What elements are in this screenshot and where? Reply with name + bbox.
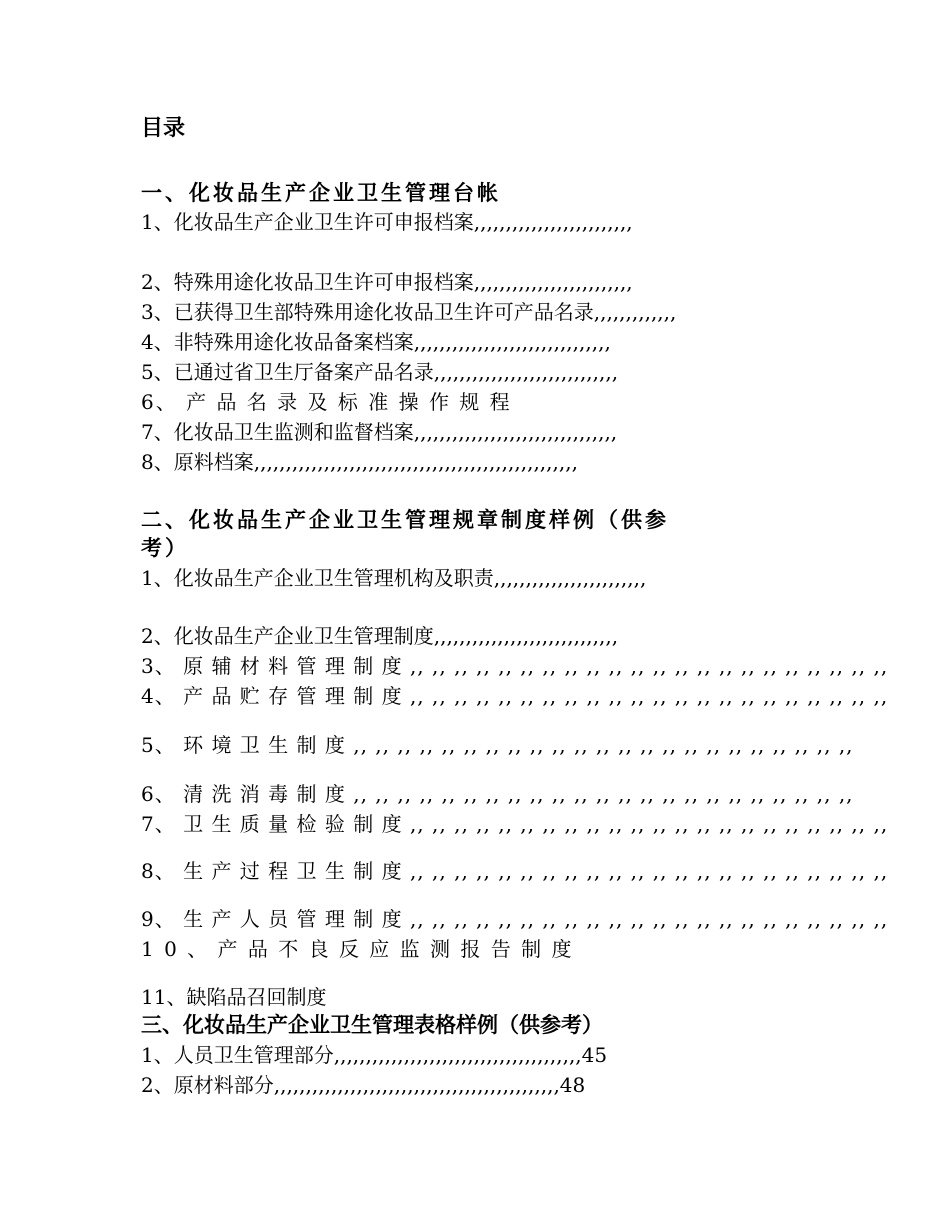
toc-item[interactable]: 6、 产 品 名 录 及 标 准 操 作 规 程 [141,390,512,414]
toc-item[interactable]: 3、已获得卫生部特殊用途化妆品卫生许可产品名录,,,,,,,,,,,,, [141,300,677,324]
section-2-heading: 二、化妆品生产企业卫生管理规章制度样例（供参 [141,508,669,532]
toc-item[interactable]: 8、原料档案,,,,,,,,,,,,,,,,,,,,,,,,,,,,,,,,,,,,,,,,,,,,,,,,,,, [141,450,578,474]
toc-item[interactable]: 1、人员卫生管理部分,,,,,,,,,,,,,,,,,,,,,,,,,,,,,,,,,,,,,,,45 [141,1043,608,1067]
toc-item[interactable]: 8、 生 产 过 程 卫 生 制 度 ,, ,, ,, ,, ,, ,, ,, ,, ,, ,, ,, ,, ,, ,, ,, ,, ,, ,, ,, ,, ,, ,, [141,859,889,883]
section-1-heading: 一、化妆品生产企业卫生管理台帐 [141,181,501,205]
section-2-heading-continued: 考） [141,536,189,560]
toc-item[interactable]: 3、 原 辅 材 料 管 理 制 度 ,, ,, ,, ,, ,, ,, ,, ,, ,, ,, ,, ,, ,, ,, ,, ,, ,, ,, ,, ,, ,, ,, [141,654,889,678]
toc-item[interactable]: 1、化妆品生产企业卫生许可申报档案,,,,,,,,,,,,,,,,,,,,,,,,, [141,210,633,234]
toc-item[interactable]: 9、 生 产 人 员 管 理 制 度 ,, ,, ,, ,, ,, ,, ,, ,, ,, ,, ,, ,, ,, ,, ,, ,, ,, ,, ,, ,, ,, ,, [141,907,889,931]
toc-item[interactable]: 5、 环 境 卫 生 制 度 ,, ,, ,, ,, ,, ,, ,, ,, ,, ,, ,, ,, ,, ,, ,, ,, ,, ,, ,, ,, ,, ,, ,, [141,733,854,757]
toc-item[interactable]: 4、非特殊用途化妆品备案档案,,,,,,,,,,,,,,,,,,,,,,,,,,,,,,, [141,330,611,354]
toc-item[interactable]: 5、已通过省卫生厅备案产品名录,,,,,,,,,,,,,,,,,,,,,,,,,,,,, [141,360,619,384]
toc-item[interactable]: 1 0 、 产 品 不 良 反 应 监 测 报 告 制 度 [141,937,574,961]
toc-item[interactable]: 6、 清 洗 消 毒 制 度 ,, ,, ,, ,, ,, ,, ,, ,, ,, ,, ,, ,, ,, ,, ,, ,, ,, ,, ,, ,, ,, ,, ,, [141,782,854,806]
toc-item[interactable]: 4、 产 品 贮 存 管 理 制 度 ,, ,, ,, ,, ,, ,, ,, ,, ,, ,, ,, ,, ,, ,, ,, ,, ,, ,, ,, ,, ,, ,, [141,684,889,708]
toc-item[interactable]: 2、化妆品生产企业卫生管理制度,,,,,,,,,,,,,,,,,,,,,,,,,,,,, [141,624,619,648]
page-title: 目录 [141,116,186,141]
toc-item[interactable]: 2、特殊用途化妆品卫生许可申报档案,,,,,,,,,,,,,,,,,,,,,,,,, [141,270,633,294]
section-3-heading: 三、化妆品生产企业卫生管理表格样例（供参考） [141,1013,603,1037]
toc-item[interactable]: 11、缺陷品召回制度 [141,985,327,1009]
toc-item[interactable]: 7、 卫 生 质 量 检 验 制 度 ,, ,, ,, ,, ,, ,, ,, ,, ,, ,, ,, ,, ,, ,, ,, ,, ,, ,, ,, ,, ,, ,, [141,812,889,836]
toc-item[interactable]: 7、化妆品卫生监测和监督档案,,,,,,,,,,,,,,,,,,,,,,,,,,,,,,,, [141,420,618,444]
toc-item[interactable]: 2、原材料部分,,,,,,,,,,,,,,,,,,,,,,,,,,,,,,,,,,,,,,,,,,,,,48 [141,1073,586,1097]
toc-item[interactable]: 1、化妆品生产企业卫生管理机构及职责,,,,,,,,,,,,,,,,,,,,,,,, [141,566,647,590]
